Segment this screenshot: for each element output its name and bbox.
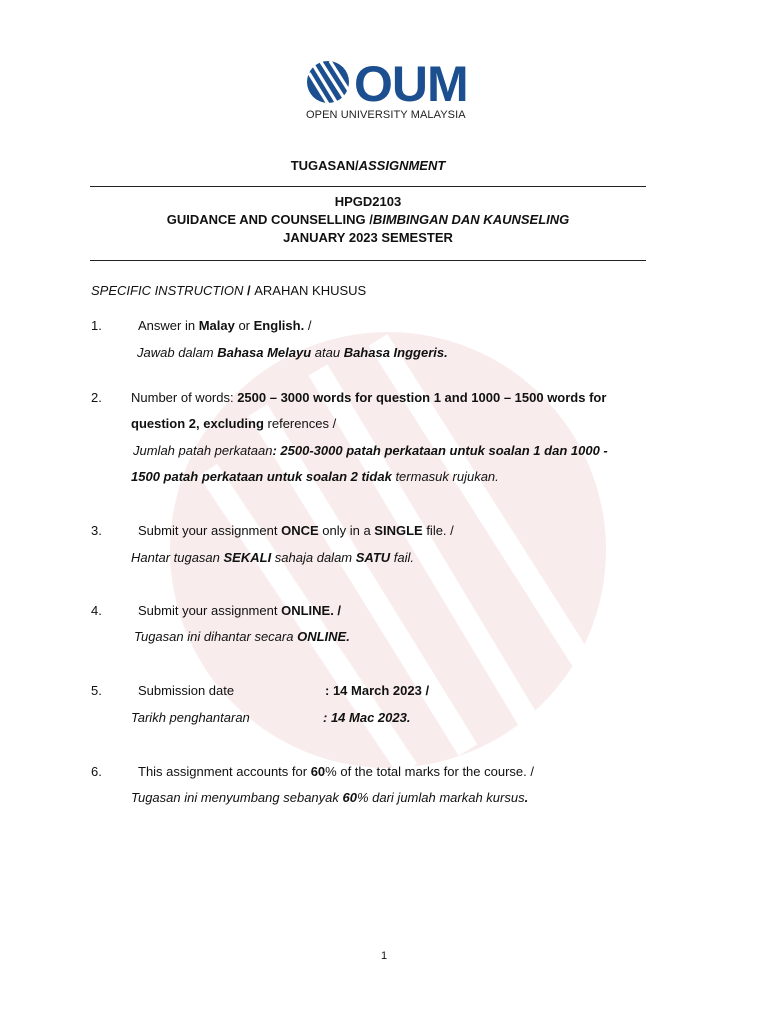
item-6-en: This assignment accounts for 60% of the total marks for the course. /	[138, 764, 534, 779]
item-number: 1.	[91, 318, 102, 333]
submission-date-value-bm: : 14 Mac 2023.	[323, 710, 411, 725]
item-2-en-line1: Number of words: 2500 – 3000 words for question 1 and 1000 – 1500 words for	[131, 390, 607, 405]
item-number: 5.	[91, 683, 102, 698]
item-3-bm: Hantar tugasan SEKALI sahaja dalam SATU fail.	[131, 550, 415, 565]
course-title: GUIDANCE AND COUNSELLING /BIMBINGAN DAN KAUNSELING	[166, 212, 570, 227]
item-number: 2.	[91, 390, 102, 405]
semester: JANUARY 2023 SEMESTER	[283, 230, 453, 245]
divider-top	[90, 186, 646, 187]
submission-date-label: Submission date	[138, 683, 235, 698]
item-number: 3.	[91, 523, 102, 538]
assignment-title: TUGASAN/ASSIGNMENT	[290, 158, 446, 173]
page-number: 1	[380, 950, 388, 962]
submission-date-value: : 14 March 2023 /	[325, 683, 430, 698]
instruction-heading: SPECIFIC INSTRUCTION / ARAHAN KHUSUS	[91, 283, 367, 298]
item-4-en: Submit your assignment ONLINE. /	[138, 603, 342, 618]
item-2-bm-line2: 1500 patah perkataan untuk soalan 2 tidak termasuk rujukan.	[131, 469, 499, 484]
oum-logo	[306, 56, 472, 122]
item-2-en-line2: question 2, excluding references /	[131, 416, 337, 431]
item-3-en: Submit your assignment ONCE only in a SINGLE file. /	[138, 523, 454, 538]
item-1-en: Answer in Malay or English. /	[138, 318, 312, 333]
item-number: 6.	[91, 764, 102, 779]
item-2-bm-line1: Jumlah patah perkataan: 2500-3000 patah perkataan untuk soalan 1 dan 1000 -	[133, 443, 608, 458]
item-number: 4.	[91, 603, 102, 618]
oum-globe-icon	[306, 60, 350, 104]
logo-wordmark: OUM	[354, 56, 468, 112]
course-code: HPGD2103	[334, 194, 402, 209]
divider-bottom	[90, 260, 646, 261]
submission-date-label-bm: Tarikh penghantaran	[131, 710, 250, 725]
item-6-bm: Tugasan ini menyumbang sebanyak 60% dari jumlah markah kursus.	[131, 790, 529, 805]
logo-subtitle: OPEN UNIVERSITY MALAYSIA	[306, 109, 466, 121]
item-1-bm: Jawab dalam Bahasa Melayu atau Bahasa Inggeris.	[137, 345, 448, 360]
item-4-bm: Tugasan ini dihantar secara ONLINE.	[134, 629, 350, 644]
